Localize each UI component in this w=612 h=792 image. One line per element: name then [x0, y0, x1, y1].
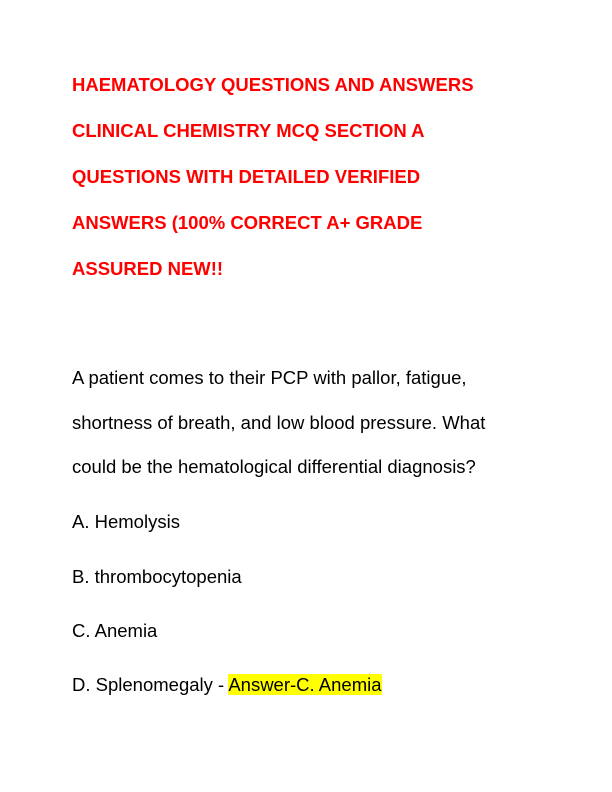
option-b: B. thrombocytopenia [72, 566, 242, 587]
document-title-line: ASSURED NEW!! [72, 258, 224, 279]
option-d: D. Splenomegaly - [72, 674, 229, 695]
question-text-line: A patient comes to their PCP with pallor, fatigue, [72, 367, 467, 388]
document-title-line: ANSWERS (100% CORRECT A+ GRADE [72, 212, 423, 233]
option-c: C. Anemia [72, 620, 158, 641]
answer-highlight: Answer-C. Anemia [228, 674, 382, 695]
document-title-line: QUESTIONS WITH DETAILED VERIFIED [72, 166, 421, 187]
option-d-line [72, 673, 382, 697]
option-a: A. Hemolysis [72, 511, 180, 532]
question-text-line: could be the hematological differential diagnosis? [72, 456, 476, 477]
question-text-line: shortness of breath, and low blood pressure. What [72, 412, 486, 433]
document-title-line: CLINICAL CHEMISTRY MCQ SECTION A [72, 120, 425, 141]
document-title-line: HAEMATOLOGY QUESTIONS AND ANSWERS [72, 74, 474, 95]
